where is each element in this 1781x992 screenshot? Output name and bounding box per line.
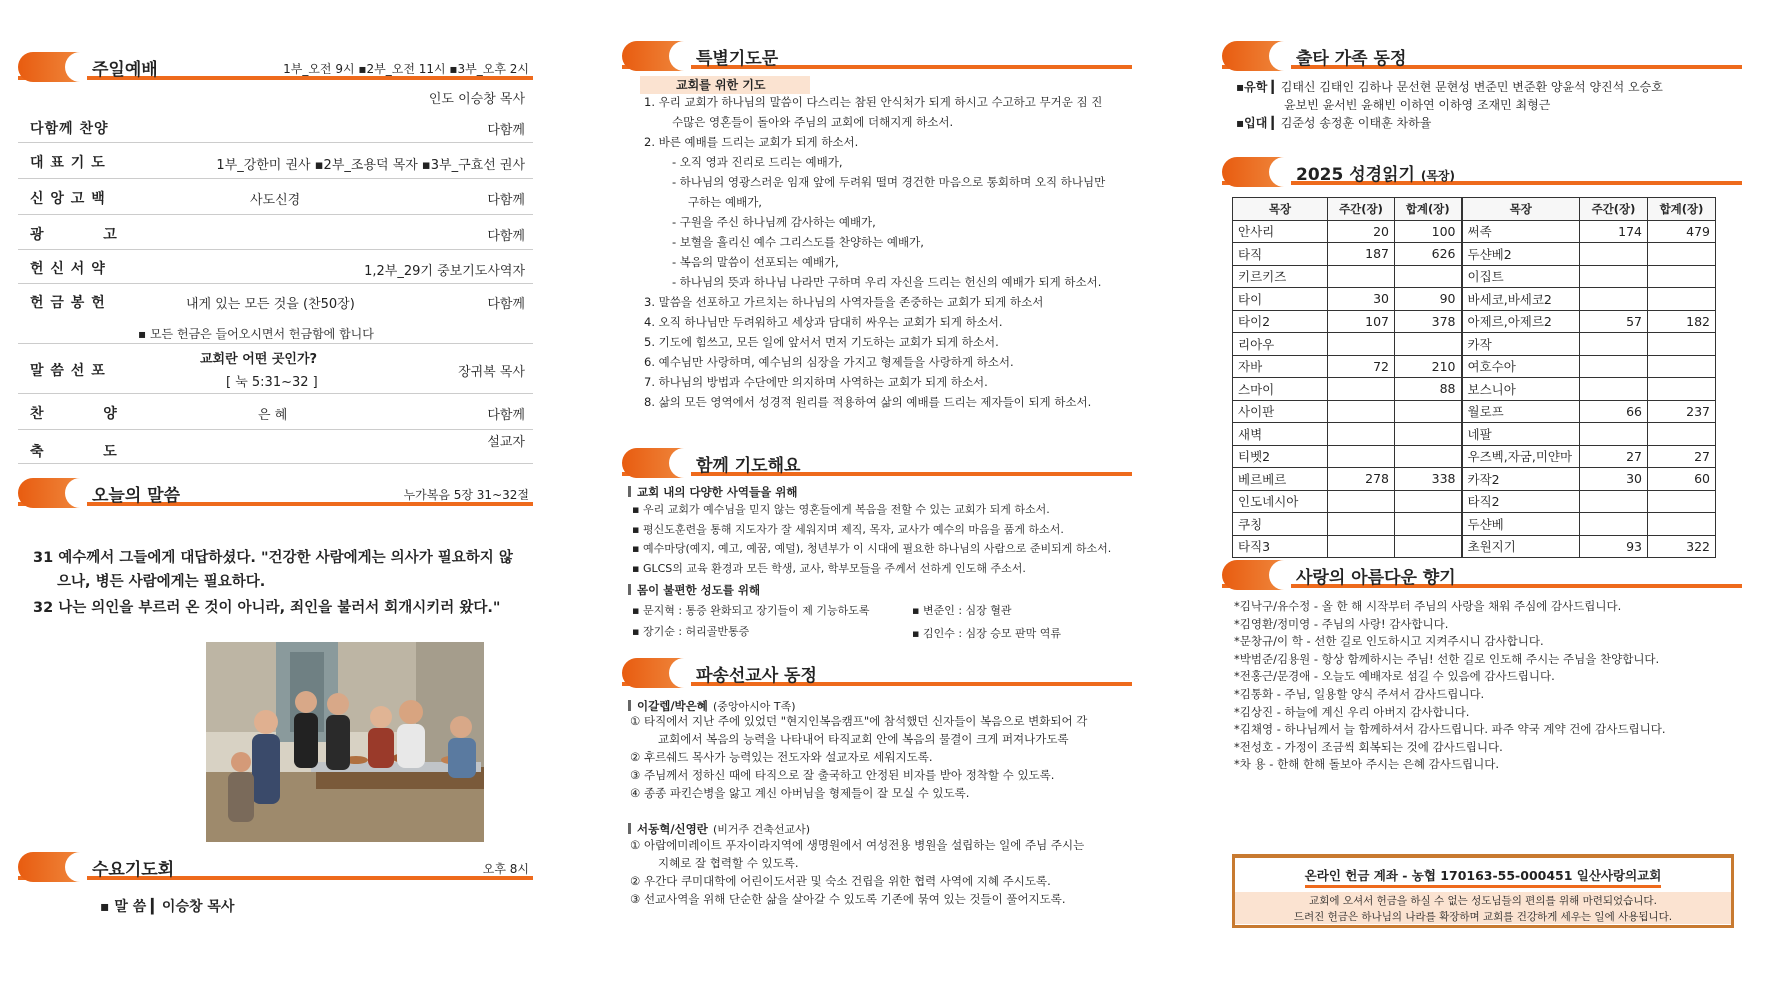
chapter-count-cell xyxy=(1648,355,1716,378)
group-name-cell: 네팔 xyxy=(1462,423,1580,446)
chapter-count-cell: 72 xyxy=(1328,355,1395,378)
section-title: 파송선교사 동정 xyxy=(696,666,817,686)
group-name-cell: 두샨베2 xyxy=(1462,243,1580,266)
special-prayer-subtitle: 교회를 위한 기도 xyxy=(640,76,810,94)
prayer-item: 4. 오직 하나님만 두려워하고 세상과 담대히 싸우는 교회가 되게 하소서. xyxy=(644,315,1003,329)
prayer-item: 6. 예수님만 사랑하며, 예수님의 심장을 가지고 형제들을 사랑하게 하소서. xyxy=(644,355,1014,369)
section-tab-decoration xyxy=(622,658,690,688)
group-name-cell: 인도네시아 xyxy=(1233,490,1328,513)
group-name-cell: 바세코,바세코2 xyxy=(1462,288,1580,311)
pray-subtitle-ministries: 교회 내의 다양한 사역들을 위해 xyxy=(628,484,797,500)
section-today-word xyxy=(18,478,533,508)
chapter-count-cell: 174 xyxy=(1580,220,1648,243)
missionary-prayer-item: ③ 주님께서 정하신 때에 타직으로 잘 출국하고 안정된 비자를 받아 정착할 수 있도록. xyxy=(630,768,1055,782)
chapter-count-cell xyxy=(1395,490,1462,513)
group-name-cell: 써족 xyxy=(1462,220,1580,243)
row-label: 헌 신 서 약 xyxy=(30,261,106,277)
sick-item: ▪ 문지혁 : 통증 완화되고 장기들이 제 기능하도록 xyxy=(632,604,870,617)
row-mid: 은 혜 xyxy=(258,408,288,423)
group-name-cell: 키르키즈 xyxy=(1233,265,1328,288)
missionary-prayer-item: ② 후르쉐드 목사가 능력있는 전도자와 설교자로 세워지도록. xyxy=(630,750,933,764)
section-title: 수요기도회 xyxy=(92,860,175,880)
table-row xyxy=(1233,333,1716,356)
wednesday-sermon-line: ▪ 말 씀 ▎이승창 목사 xyxy=(100,899,235,915)
section-wednesday-prayer xyxy=(18,852,533,882)
section-tab-decoration xyxy=(1222,157,1290,187)
missionary-2-header xyxy=(628,818,810,837)
missionary-2-name: 서동혁/신영란 xyxy=(628,822,708,836)
chapter-count-cell xyxy=(1580,490,1648,513)
prayer-item: - 보혈을 흘리신 예수 그리스도를 찬양하는 예배가, xyxy=(672,235,924,249)
worship-leader: 인도 이승창 목사 xyxy=(428,92,525,107)
prayer-item: 구하는 예배가, xyxy=(688,195,762,209)
chapter-count-cell: 90 xyxy=(1395,288,1462,311)
special-prayer-list xyxy=(644,92,1134,412)
section-fragrance xyxy=(1222,560,1742,590)
sick-item: ▪ 김인수 : 심장 승모 판막 역류 xyxy=(912,627,1062,640)
chapter-count-cell: 27 xyxy=(1580,445,1648,468)
chapter-count-cell xyxy=(1580,265,1648,288)
table-row xyxy=(1233,355,1716,378)
row-right: 1부_강한미 권사 ▪2부_조용덕 목자 ▪3부_구효선 권사 xyxy=(216,158,525,173)
table-row xyxy=(1233,490,1716,513)
table-row xyxy=(1233,288,1716,311)
section-tab-decoration xyxy=(622,448,690,478)
online-offering-line-1: 교회에 오셔서 헌금을 하실 수 없는 성도님들의 편의를 위해 마련되었습니다. xyxy=(1309,895,1657,907)
group-name-cell: 우즈벡,자굼,미얀마 xyxy=(1462,445,1580,468)
online-offering-underline xyxy=(1305,885,1661,888)
group-name-cell: 타이 xyxy=(1233,288,1328,311)
worship-row xyxy=(18,215,533,250)
group-name-cell: 타직2 xyxy=(1462,490,1580,513)
chapter-count-cell: 93 xyxy=(1580,535,1648,558)
chapter-count-cell xyxy=(1648,423,1716,446)
row-label: 대 표 기 도 xyxy=(30,155,106,171)
sermon-speaker: 장귀복 목사 xyxy=(458,365,525,380)
ministry-prayer-item: ▪ 예수마당(예지, 예고, 예꿈, 예덜), 청년부가 이 시대에 필요한 하나님의 사람으로 준비되게 하소서. xyxy=(632,542,1112,555)
chapter-count-cell xyxy=(1580,288,1648,311)
row-right: 다함께 xyxy=(487,123,525,138)
chapter-count-cell xyxy=(1328,400,1395,423)
prayer-item: 수많은 영혼들이 돌아와 주님의 교회에 더해지게 하소서. xyxy=(672,115,954,129)
family-study-names: 김태신 김태인 김하나 문선현 문현성 변준민 변준환 양윤석 양진석 오승호 xyxy=(1280,80,1663,94)
chapter-count-cell: 88 xyxy=(1395,378,1462,401)
row-right: 다함께 xyxy=(487,193,525,208)
section-title: 주일예배 xyxy=(92,60,158,80)
row-right: 1,2부_29기 중보기도사역자 xyxy=(364,264,525,279)
row-right: 다함께 xyxy=(487,229,525,244)
prayer-item: 2. 바른 예배를 드리는 교회가 되게 하소서. xyxy=(644,135,859,149)
chapter-count-cell xyxy=(1328,513,1395,536)
missionary-prayer-item: ① 타직에서 지난 주에 있었던 "현지인복음캠프"에 참석했던 신자들이 복음으로 변화되어 각 xyxy=(630,714,1088,728)
row-label: 다함께 찬양 xyxy=(30,121,109,137)
chapter-count-cell xyxy=(1648,243,1716,266)
row-right: 설교자 xyxy=(487,435,525,450)
table-row xyxy=(1233,513,1716,536)
chapter-count-cell: 20 xyxy=(1328,220,1395,243)
missionary-prayer-item: 지혜로 잘 협력할 수 있도록. xyxy=(658,856,799,870)
group-name-cell: 이집트 xyxy=(1462,265,1580,288)
group-name-cell: 여호수아 xyxy=(1462,355,1580,378)
sick-item: ▪ 장기순 : 허리골반통증 xyxy=(632,625,750,638)
group-name-cell: 티벳2 xyxy=(1233,445,1328,468)
chapter-count-cell xyxy=(1648,490,1716,513)
chapter-count-cell xyxy=(1648,333,1716,356)
chapter-count-cell: 237 xyxy=(1648,400,1716,423)
worship-row xyxy=(18,250,533,284)
group-name-cell: 아제르,아제르2 xyxy=(1462,310,1580,333)
section-title: 함께 기도해요 xyxy=(696,456,801,476)
chapter-count-cell: 210 xyxy=(1395,355,1462,378)
chapter-count-cell xyxy=(1328,378,1395,401)
section-title xyxy=(1296,160,1455,185)
fragrance-item: *김통화 - 주님, 일용할 양식 주셔서 감사드립니다. xyxy=(1234,686,1485,701)
worship-times: 1부_오전 9시 ▪2부_오전 11시 ▪3부_오후 2시 xyxy=(283,62,529,76)
section-tab-decoration xyxy=(18,852,86,882)
sick-item: ▪ 변준인 : 심장 혈관 xyxy=(912,604,1012,617)
row-label: 찬 양 xyxy=(30,406,118,422)
group-name-cell: 타이2 xyxy=(1233,310,1328,333)
section-pray-together xyxy=(622,448,1132,478)
prayer-item: 8. 삶의 모든 영역에서 성경적 원리를 적용하여 삶의 예배를 드리는 제자들이 되게 하소서. xyxy=(644,395,1092,409)
chapter-count-cell xyxy=(1648,288,1716,311)
table-row xyxy=(1233,378,1716,401)
chapter-count-cell: 278 xyxy=(1328,468,1395,491)
section-tab-decoration xyxy=(18,478,86,508)
chapter-count-cell xyxy=(1328,445,1395,468)
prayer-item: - 하나님의 뜻과 하나님 나라만 구하며 우리 자신을 드리는 헌신의 예배가 되게 하소서. xyxy=(672,275,1102,289)
prayer-item: 3. 말씀을 선포하고 가르치는 하나님의 사역자들을 존중하는 교회가 되게 하소서 xyxy=(644,295,1044,309)
table-row xyxy=(1233,535,1716,558)
family-army-row xyxy=(1236,114,1431,131)
fragrance-item: *박범준/김용원 - 항상 함께하시는 주님! 선한 길로 인도해 주시는 주님을 찬양합니다. xyxy=(1234,651,1660,666)
table-header: 주간(장) xyxy=(1580,198,1648,221)
chapter-count-cell xyxy=(1395,333,1462,356)
missionary-prayer-item: 교회에서 복음의 능력을 나타내어 타직교회 안에 복음의 물결이 크게 퍼져나가도록 xyxy=(658,732,1069,746)
pray-subtitle-sick: 몸이 불편한 성도를 위해 xyxy=(628,582,760,598)
offering-note: ▪ 모든 헌금은 들어오시면서 헌금함에 합니다 xyxy=(138,327,374,341)
row-mid: 내게 있는 모든 것을 (찬50장) xyxy=(186,297,355,312)
table-row xyxy=(1233,310,1716,333)
chapter-count-cell xyxy=(1328,265,1395,288)
group-name-cell: 새벽 xyxy=(1233,423,1328,446)
group-name-cell: 카작2 xyxy=(1462,468,1580,491)
group-name-cell: 사이판 xyxy=(1233,400,1328,423)
fragrance-item: *전성호 - 가정이 조금씩 회복되는 것에 감사드립니다. xyxy=(1234,739,1503,754)
table-row xyxy=(1233,468,1716,491)
fragrance-item: *김상진 - 하늘에 계신 우리 아버지 감사합니다. xyxy=(1234,704,1470,719)
verse-31: 31 예수께서 그들에게 대답하셨다. "건강한 사람에게는 의사가 필요하지 않으나, 병든 사람에게는 필요하다. xyxy=(33,550,513,590)
group-name-cell: 보스니아 xyxy=(1462,378,1580,401)
chapter-count-cell xyxy=(1395,513,1462,536)
chapter-count-cell xyxy=(1648,513,1716,536)
missionary-1-area: (중앙아시아 T족) xyxy=(712,700,796,713)
table-header-row xyxy=(1233,198,1716,221)
bible-reading-table xyxy=(1232,197,1716,558)
row-mid: 사도신경 xyxy=(250,193,301,208)
group-name-cell: 초원지기 xyxy=(1462,535,1580,558)
section-title: 사랑의 아름다운 향기 xyxy=(1296,568,1456,588)
chapter-count-cell: 338 xyxy=(1395,468,1462,491)
table-row xyxy=(1233,220,1716,243)
group-name-cell: 카작 xyxy=(1462,333,1580,356)
ministry-prayer-item: ▪ 평신도훈련을 통해 지도자가 잘 세워지며 제직, 목자, 교사가 예수의 마음을 품게 하소서. xyxy=(632,522,1064,536)
chapter-count-cell: 60 xyxy=(1648,468,1716,491)
family-study-names-2: 윤보빈 윤서빈 윤해빈 이하연 이하영 조재민 최형근 xyxy=(1284,98,1551,112)
fragrance-item: *차 용 - 한해 한해 돌보아 주시는 은혜 감사드립니다. xyxy=(1234,757,1499,772)
chapter-count-cell: 66 xyxy=(1580,400,1648,423)
chapter-count-cell: 626 xyxy=(1395,243,1462,266)
family-study-label: ▪유학 ▎ xyxy=(1236,80,1281,94)
online-offering-box xyxy=(1232,854,1734,928)
table-row xyxy=(1233,400,1716,423)
chapter-count-cell xyxy=(1395,265,1462,288)
row-right: 다함께 xyxy=(487,408,525,423)
family-study-row xyxy=(1236,78,1663,95)
group-name-cell: 안사리 xyxy=(1233,220,1328,243)
row-label: 말 씀 선 포 xyxy=(30,363,106,379)
group-name-cell: 타직 xyxy=(1233,243,1328,266)
missionary-prayer-item: ③ 선교사역을 위해 단순한 삶을 살아갈 수 있도록 기존에 묶여 있는 것들이 풀어지도록. xyxy=(630,892,1066,906)
chapter-count-cell xyxy=(1328,333,1395,356)
bible-title: 2025 성경읽기 xyxy=(1296,165,1415,185)
group-name-cell: 두샨베 xyxy=(1462,513,1580,536)
row-label: 헌 금 봉 헌 xyxy=(30,295,106,311)
table-header: 합계(장) xyxy=(1395,198,1462,221)
chapter-count-cell xyxy=(1580,333,1648,356)
table-row xyxy=(1233,265,1716,288)
ministry-prayer-item: ▪ GLCS의 교육 환경과 모든 학생, 교사, 학부모들을 주께서 선하게 인도해 주소서. xyxy=(632,561,1026,575)
today-word-verses xyxy=(33,546,513,620)
section-tab-decoration xyxy=(18,52,86,82)
group-name-cell: 월로프 xyxy=(1462,400,1580,423)
section-title: 특별기도문 xyxy=(696,49,779,69)
fragrance-item: *김낙구/유수정 - 올 한 해 시작부터 주님의 사랑을 채워 주심에 감사드립니다. xyxy=(1234,599,1622,613)
verse-32: 32 나는 의인을 부르러 온 것이 아니라, 죄인을 불러서 회개시키러 왔다." xyxy=(33,600,501,616)
chapter-count-cell xyxy=(1395,535,1462,558)
section-tab-decoration xyxy=(622,41,690,71)
chapter-count-cell: 30 xyxy=(1580,468,1648,491)
bible-reading-body xyxy=(1233,220,1716,558)
section-tab-decoration xyxy=(1222,41,1290,71)
row-label: 광 고 xyxy=(30,227,118,243)
table-row xyxy=(1233,423,1716,446)
prayer-item: - 오직 영과 진리로 드리는 예배가, xyxy=(672,155,843,169)
worship-row xyxy=(18,430,533,464)
chapter-count-cell: 378 xyxy=(1395,310,1462,333)
ministry-prayer-item: ▪ 우리 교회가 예수님을 믿지 않는 영혼들에게 복음을 전할 수 있는 교회가 되게 하소서. xyxy=(632,503,1050,516)
row-label: 신 앙 고 백 xyxy=(30,191,106,207)
sermon-reference: [ 눅 5:31~32 ] xyxy=(226,375,318,390)
group-name-cell: 타직3 xyxy=(1233,535,1328,558)
missionary-2-list xyxy=(630,836,1130,908)
chapter-count-cell xyxy=(1580,378,1648,401)
prayer-item: 1. 우리 교회가 하나님의 말씀이 다스리는 참된 안식처가 되게 하시고 수고하고 무거운 짐 진 xyxy=(644,95,1103,109)
chapter-count-cell: 182 xyxy=(1648,310,1716,333)
table-header: 목장 xyxy=(1462,198,1580,221)
chapter-count-cell: 30 xyxy=(1328,288,1395,311)
prayer-item: - 구원을 주신 하나님께 감사하는 예배가, xyxy=(672,215,876,229)
table-row xyxy=(1233,445,1716,468)
illustration-jesus-dinner xyxy=(206,642,484,842)
chapter-count-cell xyxy=(1395,423,1462,446)
bible-title-small: (목장) xyxy=(1420,169,1455,183)
group-name-cell: 쿠칭 xyxy=(1233,513,1328,536)
table-header: 합계(장) xyxy=(1648,198,1716,221)
section-sunday-worship xyxy=(18,52,533,82)
chapter-count-cell: 107 xyxy=(1328,310,1395,333)
worship-row xyxy=(18,143,533,179)
table-header: 주간(장) xyxy=(1328,198,1395,221)
section-tab-decoration xyxy=(1222,560,1290,590)
chapter-count-cell xyxy=(1395,445,1462,468)
chapter-count-cell: 57 xyxy=(1580,310,1648,333)
chapter-count-cell xyxy=(1580,243,1648,266)
fragrance-item: *전홍근/문경애 - 오늘도 예배자로 섬길 수 있음에 감사드립니다. xyxy=(1234,669,1555,684)
row-label: 축 도 xyxy=(30,444,118,460)
group-name-cell: 스마이 xyxy=(1233,378,1328,401)
fragrance-item: *문창규/이 학 - 선한 길로 인도하시고 지켜주시니 감사합니다. xyxy=(1234,634,1544,649)
prayer-item: 5. 기도에 힘쓰고, 모든 일에 앞서서 먼저 기도하는 교회가 되게 하소서. xyxy=(644,335,999,349)
missionary-1-list xyxy=(630,712,1130,802)
fragrance-item: *김채영 - 하나님께서 늘 함께하셔서 감사드립니다. 파주 약국 계약 건에 감사드립니다. xyxy=(1234,722,1666,737)
prayer-item: - 하나님의 영광스러운 임재 앞에 두려워 떨며 경건한 마음으로 통회하며 오직 하나님만 xyxy=(672,175,1106,189)
table-row xyxy=(1233,243,1716,266)
missionary-1-name: 이갈렙/박은혜 xyxy=(628,699,708,713)
chapter-count-cell xyxy=(1580,513,1648,536)
pray-ministries-list xyxy=(632,500,1132,578)
missionary-prayer-item: ④ 종종 파킨슨병을 앓고 계신 아버님을 형제들이 잘 모실 수 있도록. xyxy=(630,786,970,800)
chapter-count-cell: 479 xyxy=(1648,220,1716,243)
chapter-count-cell: 100 xyxy=(1395,220,1462,243)
online-offering-line-2: 드려진 헌금은 하나님의 나라를 확장하며 교회를 건강하게 세우는 일에 사용됩니다. xyxy=(1293,911,1673,923)
divider xyxy=(18,318,533,344)
chapter-count-cell: 187 xyxy=(1328,243,1395,266)
sermon-title: 교회란 어떤 곳인가? xyxy=(200,352,318,367)
worship-row xyxy=(18,284,533,318)
family-army-names: 김준성 송정훈 이태훈 차하율 xyxy=(1280,116,1432,130)
row-right: 다함께 xyxy=(487,297,525,312)
worship-row xyxy=(18,394,533,430)
worship-row xyxy=(18,110,533,143)
worship-row xyxy=(18,179,533,215)
chapter-count-cell: 27 xyxy=(1648,445,1716,468)
section-bible-reading xyxy=(1222,157,1742,187)
chapter-count-cell xyxy=(1580,355,1648,378)
today-word-reference: 누가복음 5장 31~32절 xyxy=(403,488,529,502)
group-name-cell: 베르베르 xyxy=(1233,468,1328,491)
section-missionary xyxy=(622,658,1132,688)
worship-row-sermon xyxy=(18,344,533,394)
prayer-item: - 복음의 말씀이 선포되는 예배가, xyxy=(672,255,839,269)
chapter-count-cell: 322 xyxy=(1648,535,1716,558)
section-title: 오늘의 말씀 xyxy=(92,486,181,506)
chapter-count-cell xyxy=(1328,490,1395,513)
section-family-news xyxy=(1222,41,1742,71)
fragrance-item: *김영환/정미영 - 주님의 사랑! 감사합니다. xyxy=(1234,616,1449,631)
table-header: 목장 xyxy=(1233,198,1328,221)
chapter-count-cell xyxy=(1328,535,1395,558)
prayer-item: 7. 하나님의 방법과 수단에만 의지하며 사역하는 교회가 되게 하소서. xyxy=(644,375,988,389)
chapter-count-cell xyxy=(1580,423,1648,446)
group-name-cell: 자바 xyxy=(1233,355,1328,378)
family-army-label: ▪입대 ▎ xyxy=(1236,116,1281,130)
section-title: 출타 가족 동정 xyxy=(1296,49,1407,69)
group-name-cell: 리아우 xyxy=(1233,333,1328,356)
section-special-prayer xyxy=(622,41,1132,71)
chapter-count-cell xyxy=(1395,400,1462,423)
wednesday-time: 오후 8시 xyxy=(482,862,529,876)
chapter-count-cell xyxy=(1648,378,1716,401)
missionary-2-area: (비거주 건축선교사) xyxy=(712,823,811,836)
missionary-prayer-item: ① 아랍에미레이트 푸자이라지역에 생명원에서 여성전용 병원을 설립하는 일에 주님 주시는 xyxy=(630,838,1085,852)
online-offering-title: 온라인 헌금 계좌 - 농협 170163-55-000451 일산사랑의교회 xyxy=(1304,868,1662,883)
fragrance-list xyxy=(1234,598,1742,774)
chapter-count-cell xyxy=(1328,423,1395,446)
missionary-prayer-item: ② 우간다 쿠미대학에 어린이도서관 및 숙소 건립을 위한 협력 사역에 지혜 주시도록. xyxy=(630,874,1051,888)
chapter-count-cell xyxy=(1648,265,1716,288)
